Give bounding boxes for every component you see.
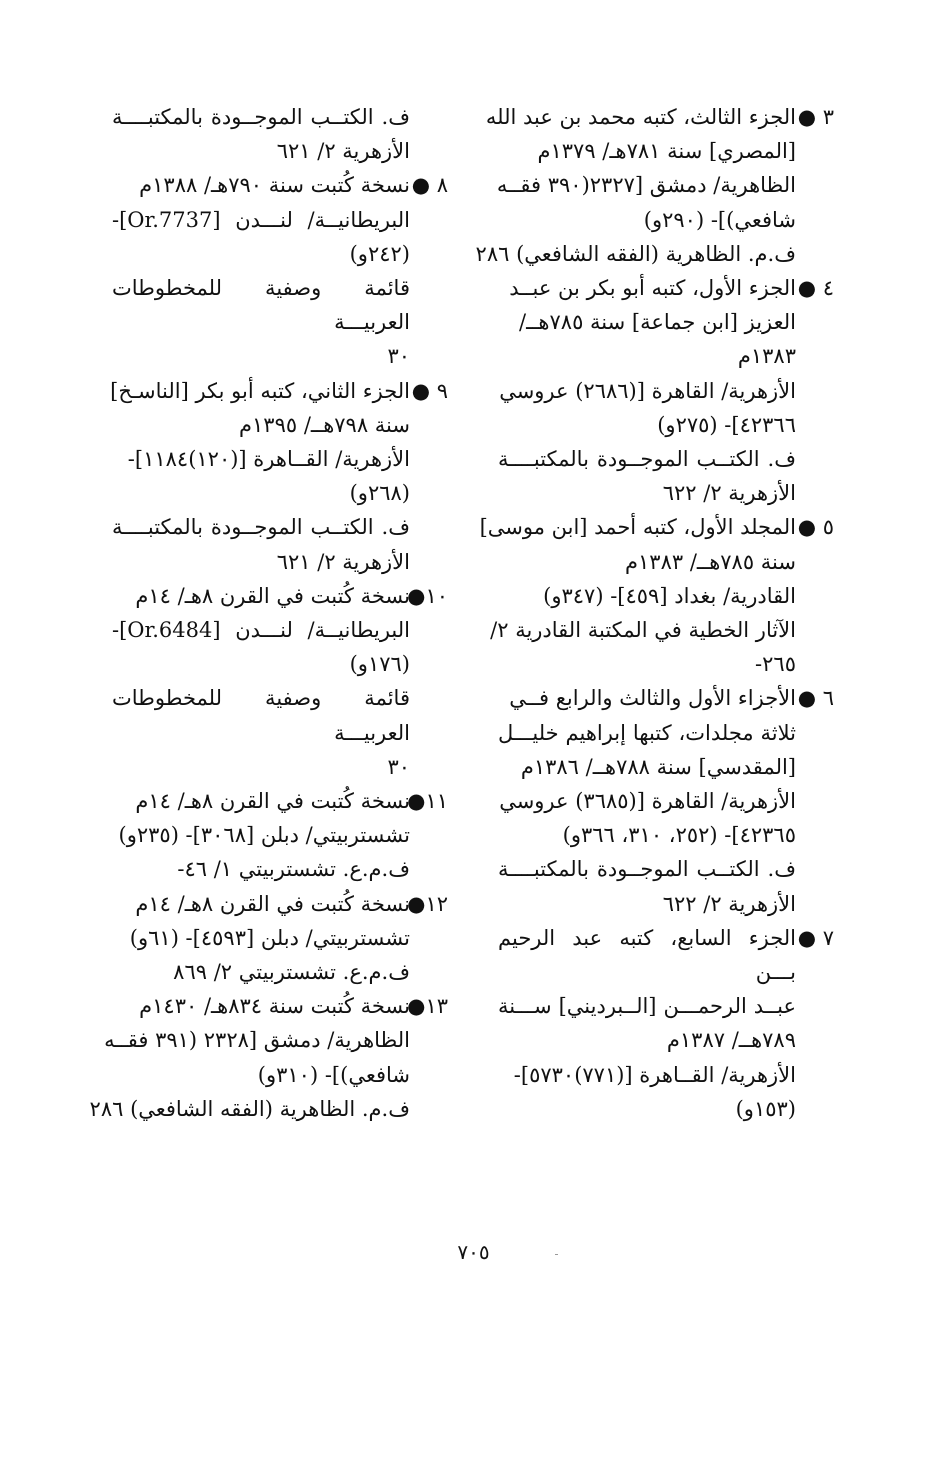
entry-number: ١٠● [407,583,448,608]
entry-line: ٢٦٥- [755,652,796,677]
entry-line: ٣٠ [387,344,410,369]
entry-line: ف.م. الظاهرية (الفقه الشافعي) ٢٨٦ [89,1096,410,1121]
entry-line: ف.م. الظاهرية (الفقه الشافعي) ٢٨٦ [475,241,796,266]
entry-line: (١٥٣و) [735,1096,796,1121]
entry-line: الأزهرية ٢/ ٦٢١ [276,139,410,164]
entry-number: ٨ ● [411,173,448,198]
entry-line: البريطانيــة/ لنـــدن [Or.7737]- [112,207,410,232]
entry-line: نسخة كُتبت سنة ٨٣٤هـ/ ١٤٣٠م [139,994,410,1019]
entry-line: نسخة كُتبت في القرن ٨هـ/ ١٤م [135,583,410,608]
right-column [475,100,834,1126]
entry-line: القادرية/ بغداد [٤٥٩]- (٣٤٧و) [543,583,796,608]
entry-line: ٣٠ [387,754,410,779]
entry-line: الآثار الخطية في المكتبة القادرية ٢/ [490,618,796,643]
entry-line: المجلد الأول، كتبه أحمد [ابن موسى] [479,515,796,540]
entry-line: شافعي)]- (٢٩٠و) [643,207,796,232]
entry-line: ٤٢٣٦٦]- (٢٧٥و) [657,412,796,437]
entry-number: ٧ ● [797,925,834,950]
scan-speck [555,1254,558,1255]
catalog-entry [479,510,834,681]
entry-line: ف. الكتــب الموجــودة بالمكتبــــة [112,515,410,540]
entry-line: الظاهرية/ دمشق [٢٣٢٨ (٣٩١ فقــه [104,1028,410,1053]
catalog-entry [498,681,834,920]
entry-line: (١٧٦و) [349,652,410,677]
entry-line: ف. الكتــب الموجــودة بالمكتبــــة [498,857,796,882]
entry-line: نسخة كُتبت في القرن ٨هـ/ ١٤م [135,891,410,916]
catalog-entry [112,374,448,579]
entry-number: ٦ ● [797,686,834,711]
entry-line: تشستربيتي/ دبلن [٣٠٦٨]- (٢٣٥و) [118,823,410,848]
catalog-entry [498,271,834,510]
entry-number: ١١● [407,789,448,814]
entry-line: الأزهرية/ القــاهرة [(٧٧١)٥٧٣٠]- [513,1062,796,1087]
entry-line: الظاهرية/ دمشق [٢٣٢٧(٣٩٠ فقــه [496,173,796,198]
entry-line: نسخة كُتبت سنة ٧٩٠هـ/ ١٣٨٨م [139,173,410,198]
entry-line: ف.م.ع. تشستربيتي ١/ ٤٦- [177,857,410,882]
entry-line: الجزء الثاني، كتبه أبو بكر [الناسـخ] [110,378,410,403]
entry-line: تشستربيتي/ دبلن [٤٥٩٣]- (٦١و) [129,925,410,950]
entry-line: (٢٦٨و) [349,481,410,506]
entry-line: الجزء السابع، كتبه عبد الرحيم بـــن [498,925,796,985]
catalog-entry [498,921,834,1126]
entry-line: سنة ٧٨٥هــ/ ١٣٨٣م [625,549,796,574]
entry-line: الأزهرية ٢/ ٦٢١ [276,549,410,574]
entry-line: سنة ٧٩٨هــ/ ١٣٩٥م [239,412,410,437]
entry-line: الأجزاء الأول والثالث والرابع فــي [509,686,796,711]
entry-line: [المقدسي] سنة ٧٨٨هــ/ ١٣٨٦م [520,754,796,779]
entry-line: العزيز [ابن جماعة] سنة ٧٨٥هــ/ [519,310,796,335]
catalog-entry [89,989,448,1126]
entry-line: ف. الكتــب الموجــودة بالمكتبــــة [498,447,796,472]
entry-number: ١٣● [407,994,448,1019]
entry-line: شافعي)]- (٣١٠و) [257,1062,410,1087]
entry-line: ف. الكتــب الموجــودة بالمكتبــــة [112,105,410,129]
entry-line: الأزهرية/ القاهرة [(٣٦٨٥) عروسي [499,789,796,814]
entry-line: قائمة وصفية للمخطوطات العربيـــة [112,276,410,335]
entry-line: ٧٨٩هــ/ ١٣٨٧م [666,1028,796,1053]
entry-line: الجزء الأول، كتبه أبو بكر بن عبــد [509,276,796,301]
entry-line: ٤٢٣٦٥]- (٢٥٢، ٣١٠، ٣٦٦و) [562,823,796,848]
catalog-entry [112,168,448,373]
left-column [89,100,448,1126]
entry-line: الأزهرية/ القاهرة [(٢٦٨٦) عروسي [499,378,796,403]
page-number: ٧٠٥ [457,1240,490,1264]
entry-line: [المصري] سنة ٧٨١هـ/ ١٣٧٩م [537,139,796,164]
entry-line: الأزهرية/ القــاهرة [(١٢٠)١١٨٤]- [127,447,410,472]
entry-line: عبــد الرحمـــن [الــبرديني] ســـنة [498,994,796,1019]
entry-line: نسخة كُتبت في القرن ٨هـ/ ١٤م [135,789,410,814]
catalog-entry [475,100,834,271]
entry-number: ٥ ● [797,515,834,540]
entry-number: ١٢● [407,891,448,916]
catalog-entry [112,579,448,784]
entry-line: الأزهرية ٢/ ٦٢٢ [662,481,796,506]
entry-line: قائمة وصفية للمخطوطات العربيـــة [112,686,410,745]
entry-number: ٣ ● [797,105,834,129]
catalog-entry [112,784,448,887]
entry-line: ثلاثة مجلدات، كتبها إبراهيم خليـــل [498,720,796,745]
entry-number: ٤ ● [797,276,834,301]
entry-line: البريطانيــة/ لنـــدن [Or.6484]- [112,618,410,643]
entry-line: (٢٤٢و) [349,241,410,266]
entry-line: ١٣٨٣م [737,344,796,369]
catalog-entry [112,100,448,168]
catalog-entry [112,887,448,990]
entry-line: الجزء الثالث، كتبه محمد بن عبد الله [485,105,796,129]
entry-line: ف.م.ع. تشستربيتي ٢/ ٨٦٩ [173,960,410,985]
entry-number: ٩ ● [411,378,448,403]
entry-line: الأزهرية ٢/ ٦٢٢ [662,891,796,916]
